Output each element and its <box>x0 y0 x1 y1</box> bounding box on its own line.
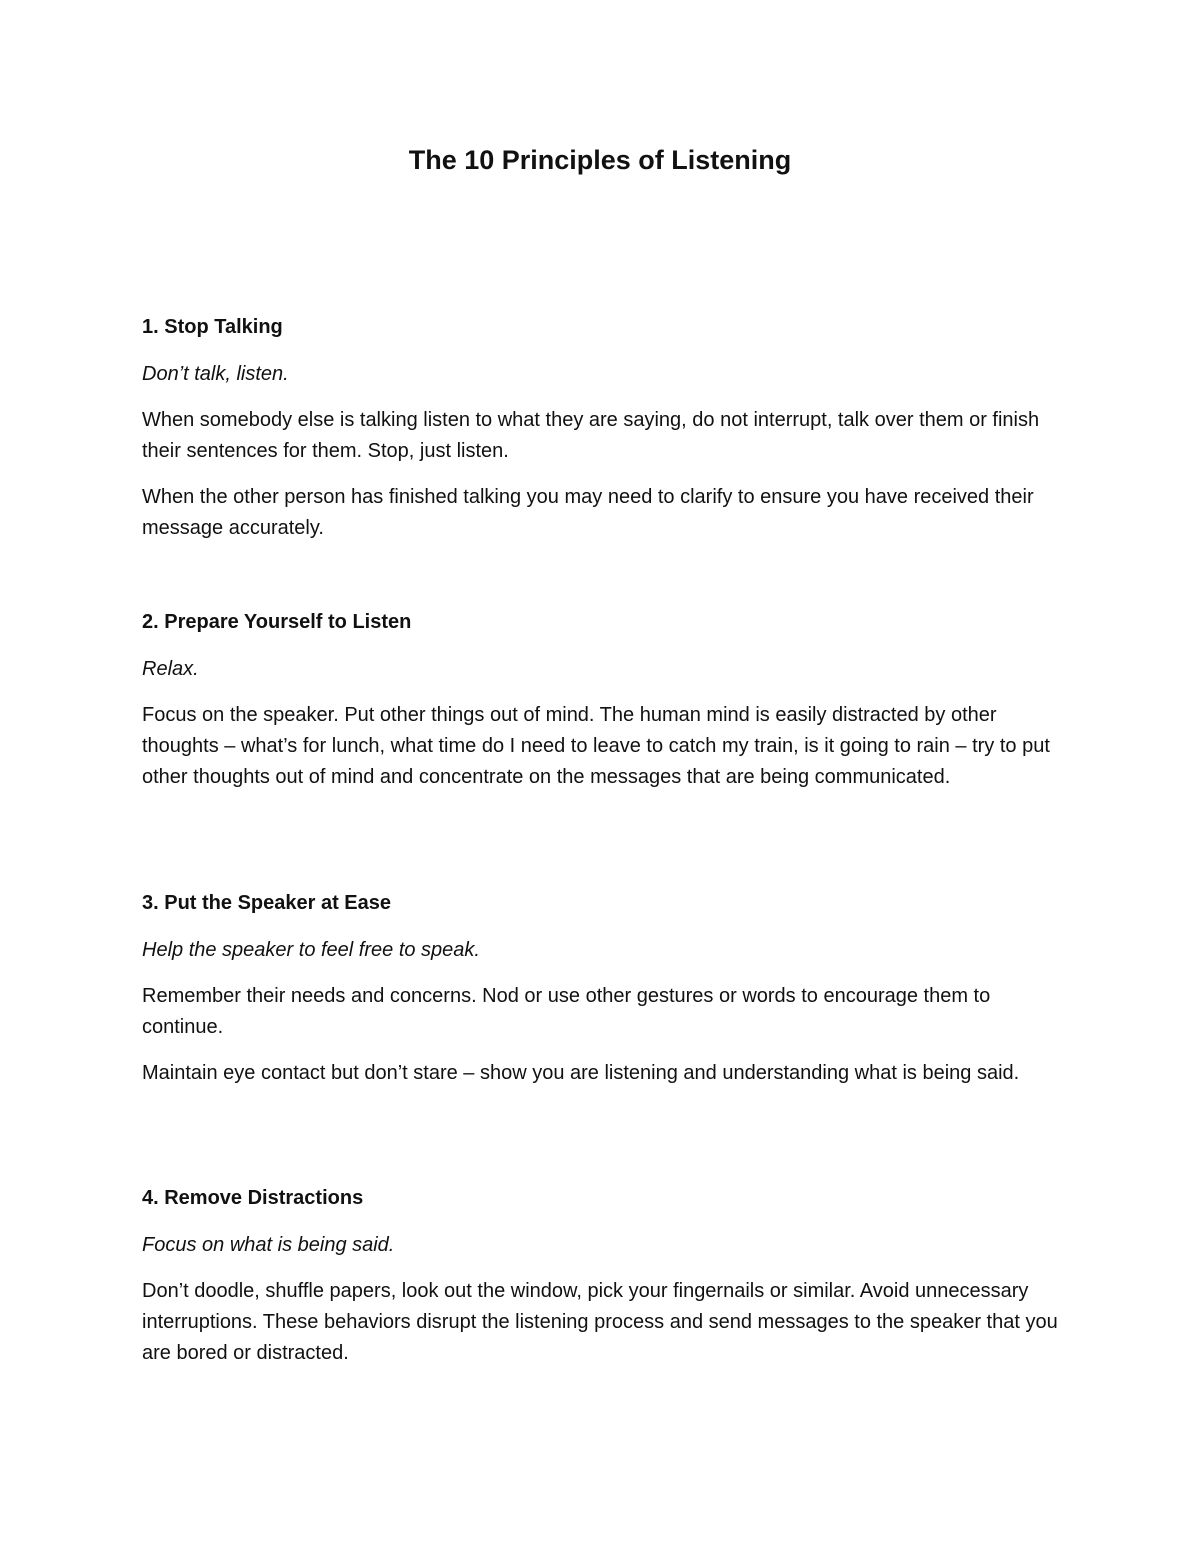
section-heading: 2. Prepare Yourself to Listen <box>142 611 412 633</box>
section-prepare-yourself <box>142 607 1072 793</box>
page-title: The 10 Principles of Listening <box>408 145 792 175</box>
section-heading: 1. Stop Talking <box>142 316 283 338</box>
section-paragraph: When the other person has finished talking you may need to clarify to ensure you have received their message accurately. <box>142 486 1034 539</box>
section-speaker-at-ease <box>142 888 1072 1089</box>
section-heading: 4. Remove Distractions <box>142 1187 364 1209</box>
section-remove-distractions <box>142 1183 1072 1369</box>
section-tagline: Relax. <box>142 658 199 680</box>
section-heading: 3. Put the Speaker at Ease <box>142 892 392 914</box>
section-paragraph: Don’t doodle, shuffle papers, look out the window, pick your fingernails or similar. Avoid unnecessary interruptions. These behaviors disrupt the listening process and send messages to the speaker that you are bored or distracted. <box>142 1280 1058 1364</box>
section-paragraph: When somebody else is talking listen to what they are saying, do not interrupt, talk over them or finish their sentences for them. Stop, just listen. <box>142 409 1040 462</box>
section-paragraph: Maintain eye contact but don’t stare – show you are listening and understanding what is being said. <box>142 1062 1020 1084</box>
section-tagline: Help the speaker to feel free to speak. <box>142 939 480 961</box>
section-paragraph: Focus on the speaker. Put other things out of mind. The human mind is easily distracted by other thoughts – what’s for lunch, what time do I need to leave to catch my train, is it going to rain – try to put other thoughts out of mind and concentrate on the messages that are being communicated. <box>142 704 1050 788</box>
section-tagline: Don’t talk, listen. <box>142 363 289 385</box>
section-tagline: Focus on what is being said. <box>142 1234 395 1256</box>
section-paragraph: Remember their needs and concerns. Nod or use other gestures or words to encourage them to continue. <box>142 985 991 1038</box>
section-stop-talking <box>142 312 1072 544</box>
